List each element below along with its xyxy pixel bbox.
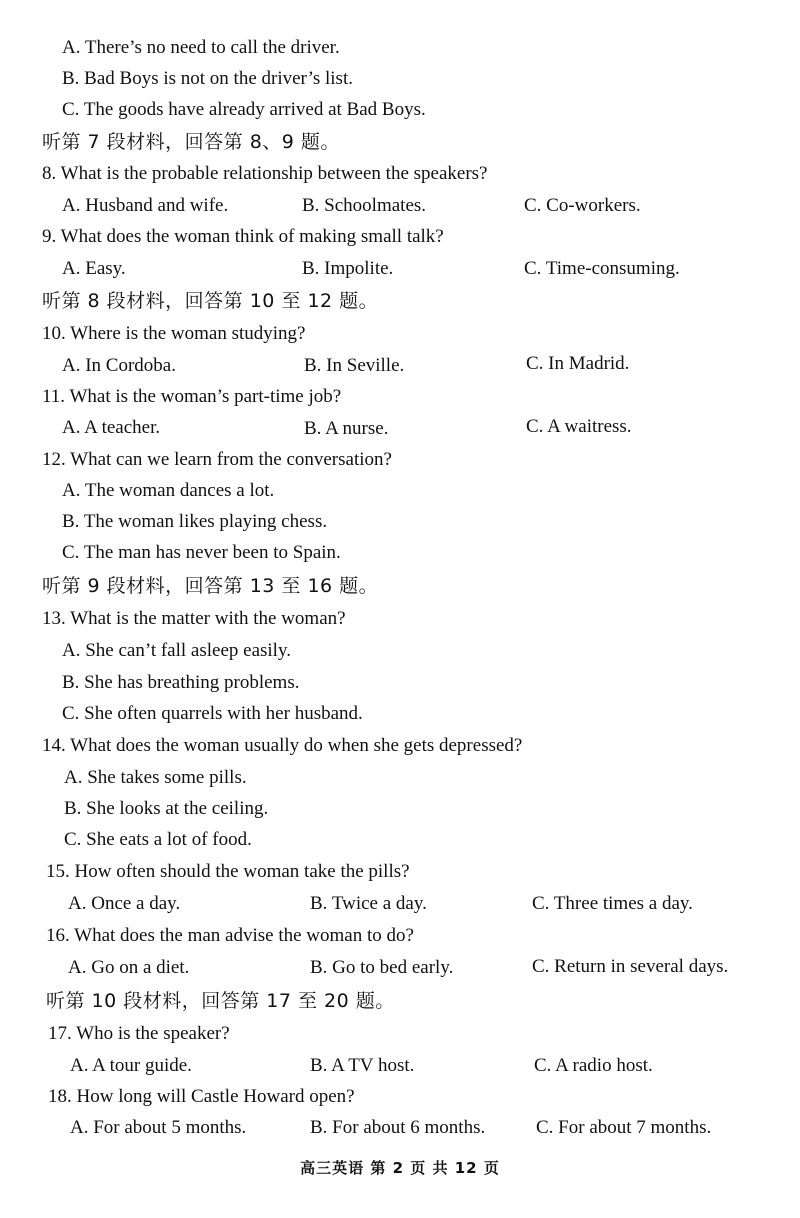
question-12-stem: 12. What can we learn from the conversation? [42, 449, 392, 470]
question-18-option-a: A. For about 5 months. [70, 1117, 247, 1138]
question-16-option-b: B. Go to bed early. [310, 957, 454, 978]
question-17-stem: 17. Who is the speaker? [48, 1023, 230, 1044]
question-9-option-b: B. Impolite. [302, 258, 394, 279]
question-15-stem: 15. How often should the woman take the pills? [46, 861, 410, 882]
question-9-option-a: A. Easy. [62, 258, 126, 279]
question-14-stem: 14. What does the woman usually do when she gets depressed? [42, 735, 523, 756]
question-10-option-b: B. In Seville. [304, 355, 405, 376]
question-11-stem: 11. What is the woman’s part-time job? [42, 386, 342, 407]
question-17-option-c: C. A radio host. [534, 1055, 653, 1076]
question-18-option-b: B. For about 6 months. [310, 1117, 486, 1138]
question-13-stem: 13. What is the matter with the woman? [42, 608, 346, 629]
question-9-option-c: C. Time-consuming. [524, 258, 680, 279]
question-8-option-b: B. Schoolmates. [302, 195, 427, 216]
question-13-option-a: A. She can’t fall asleep easily. [62, 640, 291, 661]
question-12-option-c: C. The man has never been to Spain. [62, 542, 341, 563]
question-10-option-a: A. In Cordoba. [62, 355, 176, 376]
q7-option-a: A. There’s no need to call the driver. [62, 37, 340, 58]
section-heading-7: 听第 7 段材料，回答第 8、9 题。 [42, 131, 340, 153]
page-footer: 高三英语 第 2 页 共 12 页 [300, 1159, 500, 1177]
question-17-option-b: B. A TV host. [310, 1055, 415, 1076]
question-10-option-c: C. In Madrid. [526, 353, 630, 374]
question-9-stem: 9. What does the woman think of making small talk? [42, 226, 444, 247]
question-13-option-b: B. She has breathing problems. [62, 672, 300, 693]
question-11-option-c: C. A waitress. [526, 416, 632, 437]
question-14-option-b: B. She looks at the ceiling. [64, 798, 269, 819]
q7-option-c: C. The goods have already arrived at Bad Boys. [62, 99, 426, 120]
question-11-option-a: A. A teacher. [62, 417, 161, 438]
question-14-option-c: C. She eats a lot of food. [64, 829, 252, 850]
question-16-stem: 16. What does the man advise the woman to do? [46, 925, 414, 946]
question-12-option-a: A. The woman dances a lot. [62, 480, 275, 501]
question-10-stem: 10. Where is the woman studying? [42, 323, 306, 344]
section-heading-9: 听第 9 段材料，回答第 13 至 16 题。 [42, 575, 379, 597]
question-18-stem: 18. How long will Castle Howard open? [48, 1086, 355, 1107]
question-15-option-c: C. Three times a day. [532, 893, 693, 914]
section-heading-10: 听第 10 段材料，回答第 17 至 20 题。 [46, 990, 395, 1012]
question-8-option-a: A. Husband and wife. [62, 195, 229, 216]
question-8-stem: 8. What is the probable relationship between the speakers? [42, 163, 488, 184]
question-13-option-c: C. She often quarrels with her husband. [62, 703, 363, 724]
question-12-option-b: B. The woman likes playing chess. [62, 511, 328, 532]
question-16-option-c: C. Return in several days. [532, 956, 729, 977]
question-11-option-b: B. A nurse. [304, 418, 389, 439]
question-8-option-c: C. Co-workers. [524, 195, 641, 216]
question-15-option-a: A. Once a day. [68, 893, 181, 914]
question-15-option-b: B. Twice a day. [310, 893, 427, 914]
question-18-option-c: C. For about 7 months. [536, 1117, 712, 1138]
q7-option-b: B. Bad Boys is not on the driver’s list. [62, 68, 353, 89]
question-14-option-a: A. She takes some pills. [64, 767, 247, 788]
section-heading-8: 听第 8 段材料，回答第 10 至 12 题。 [42, 290, 379, 312]
question-17-option-a: A. A tour guide. [70, 1055, 192, 1076]
question-16-option-a: A. Go on a diet. [68, 957, 190, 978]
